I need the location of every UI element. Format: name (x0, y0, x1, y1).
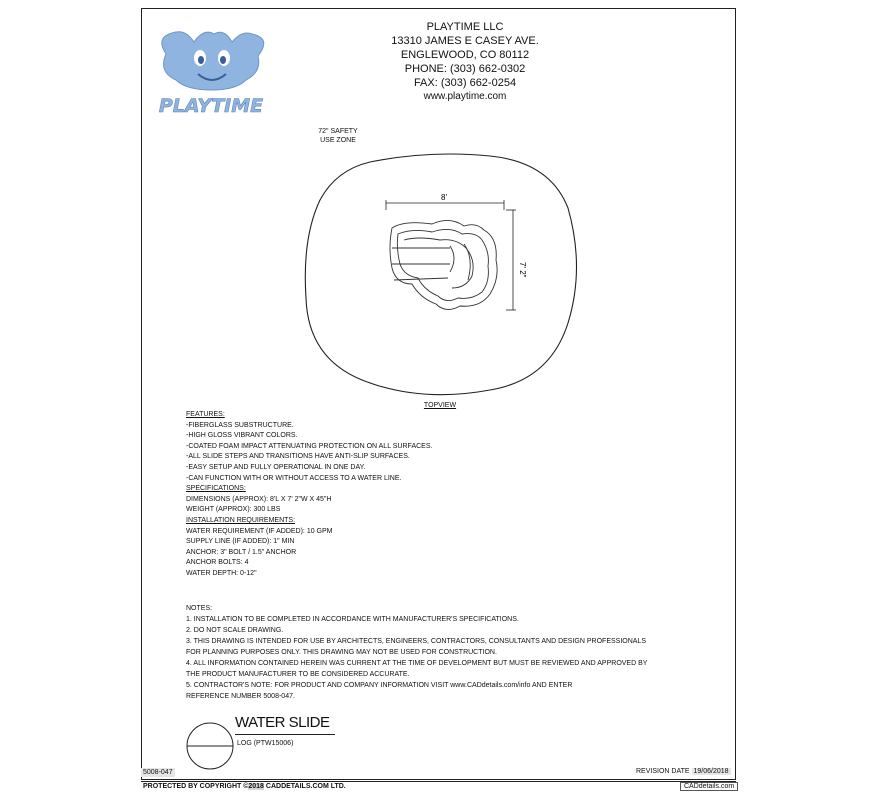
note-line: REFERENCE NUMBER 5008-047. (186, 693, 295, 700)
top-view-plan (300, 148, 585, 403)
notes-heading: NOTES: (186, 605, 213, 612)
playtime-logo (146, 24, 276, 119)
note-line: 3. THIS DRAWING IS INTENDED FOR USE BY ARCHITECTS, ENGINEERS, CONTRACTORS, CONSULTANTS AND DESIGN PROFESSIONALS (186, 638, 646, 645)
revision-date-value: 19/06/2018 (693, 768, 729, 775)
safety-zone-label-line2: USE ZONE (320, 137, 356, 144)
caddetails-badge[interactable]: CADdetails.com (680, 782, 738, 791)
top-view-label: TOPVIEW (423, 402, 457, 409)
note-line: FOR PLANNING PURPOSES ONLY. THIS DRAWING MAY NOT BE USED FOR CONSTRUCTION. (186, 649, 497, 656)
water-slide-log-outline (390, 220, 497, 309)
company-website: www.playtime.com (423, 91, 507, 102)
copyright-year: 2018 (248, 783, 264, 790)
installation-item: ANCHOR BOLTS: 4 (186, 559, 249, 567)
depth-dimension (506, 210, 516, 310)
installation-item: ANCHOR: 3" BOLT / 1.5" ANCHOR (186, 548, 297, 556)
note-line: 1. INSTALLATION TO BE COMPLETED IN ACCORDANCE WITH MANUFACTURER'S SPECIFICATIONS. (186, 616, 519, 623)
drawing-title: WATER SLIDE (235, 714, 330, 731)
company-fax: FAX: (303) 662-0254 (413, 77, 517, 89)
title-symbol (186, 722, 234, 770)
company-info (380, 20, 550, 104)
note-line: THE PRODUCT MANUFACTURER TO BE CONSIDERED ACCURATE. (186, 671, 410, 678)
feature-item: -ALL SLIDE STEPS AND TRANSITIONS HAVE ANTI-SLIP SURFACES. (186, 453, 410, 461)
general-notes (186, 603, 726, 702)
title-underline (235, 734, 335, 735)
company-address-line2: ENGLEWOOD, CO 80112 (400, 49, 530, 61)
note-line: 4. ALL INFORMATION CONTAINED HEREIN WAS CURRENT AT THE TIME OF DEVELOPMENT BUT MUST BE REVIEWED AND APPROVED BY (186, 660, 648, 667)
specification-item: WEIGHT (APPROX): 300 LBS (186, 506, 281, 514)
copyright-prefix: PROTECTED BY COPYRIGHT © (143, 783, 249, 790)
installation-heading: INSTALLATION REQUIREMENTS: (186, 516, 296, 524)
feature-item: -FIBERGLASS SUBSTRUCTURE. (186, 421, 294, 429)
feature-item: -HIGH GLOSS VIBRANT COLORS. (186, 432, 298, 440)
company-name: PLAYTIME LLC (426, 21, 504, 33)
copyright-notice (143, 783, 346, 790)
specifications-heading: SPECIFICATIONS: (186, 485, 246, 493)
installation-item: WATER DEPTH: 0-12" (186, 569, 257, 577)
installation-item: SUPPLY LINE (IF ADDED): 1" MIN (186, 538, 295, 546)
safety-use-zone-outline (305, 154, 576, 395)
feature-item: -COATED FOAM IMPACT ATTENUATING PROTECTION ON ALL SURFACES. (186, 442, 433, 450)
product-details (186, 410, 706, 580)
safety-zone-label-line1: 72" SAFETY (318, 128, 358, 135)
logo-wordmark: PLAYTIME (158, 95, 264, 117)
drawing-subtitle: LOG (PTW15006) (237, 740, 294, 747)
installation-item: WATER REQUIREMENT (IF ADDED): 10 GPM (186, 527, 333, 535)
safety-zone-label (298, 127, 378, 145)
company-phone: PHONE: (303) 662-0302 (404, 63, 526, 75)
width-dimension-label: 8' (441, 193, 447, 202)
revision-date-label: REVISION DATE (636, 768, 690, 775)
specification-item: DIMENSIONS (APPROX): 8'L X 7' 2"W X 45"H (186, 495, 332, 503)
note-line: 2. DO NOT SCALE DRAWING. (186, 627, 284, 634)
features-heading: FEATURES: (186, 411, 225, 418)
company-address-line1: 13310 JAMES E CASEY AVE. (391, 35, 539, 47)
depth-dimension-label: 7' 2" (518, 262, 527, 278)
sheet-number: 5008-047 (143, 769, 173, 776)
feature-item: -EASY SETUP AND FULLY OPERATIONAL IN ONE DAY. (186, 463, 366, 471)
feature-item: -CAN FUNCTION WITH OR WITHOUT ACCESS TO A WATER LINE. (186, 474, 402, 482)
footer-divider (141, 781, 736, 782)
note-line: 5. CONTRACTOR'S NOTE: FOR PRODUCT AND COMPANY INFORMATION VISIT www.CADdetails.com/info AND ENTER (186, 682, 573, 689)
revision-date-block (636, 768, 731, 775)
copyright-holder: CADDETAILS.COM LTD. (265, 783, 346, 790)
